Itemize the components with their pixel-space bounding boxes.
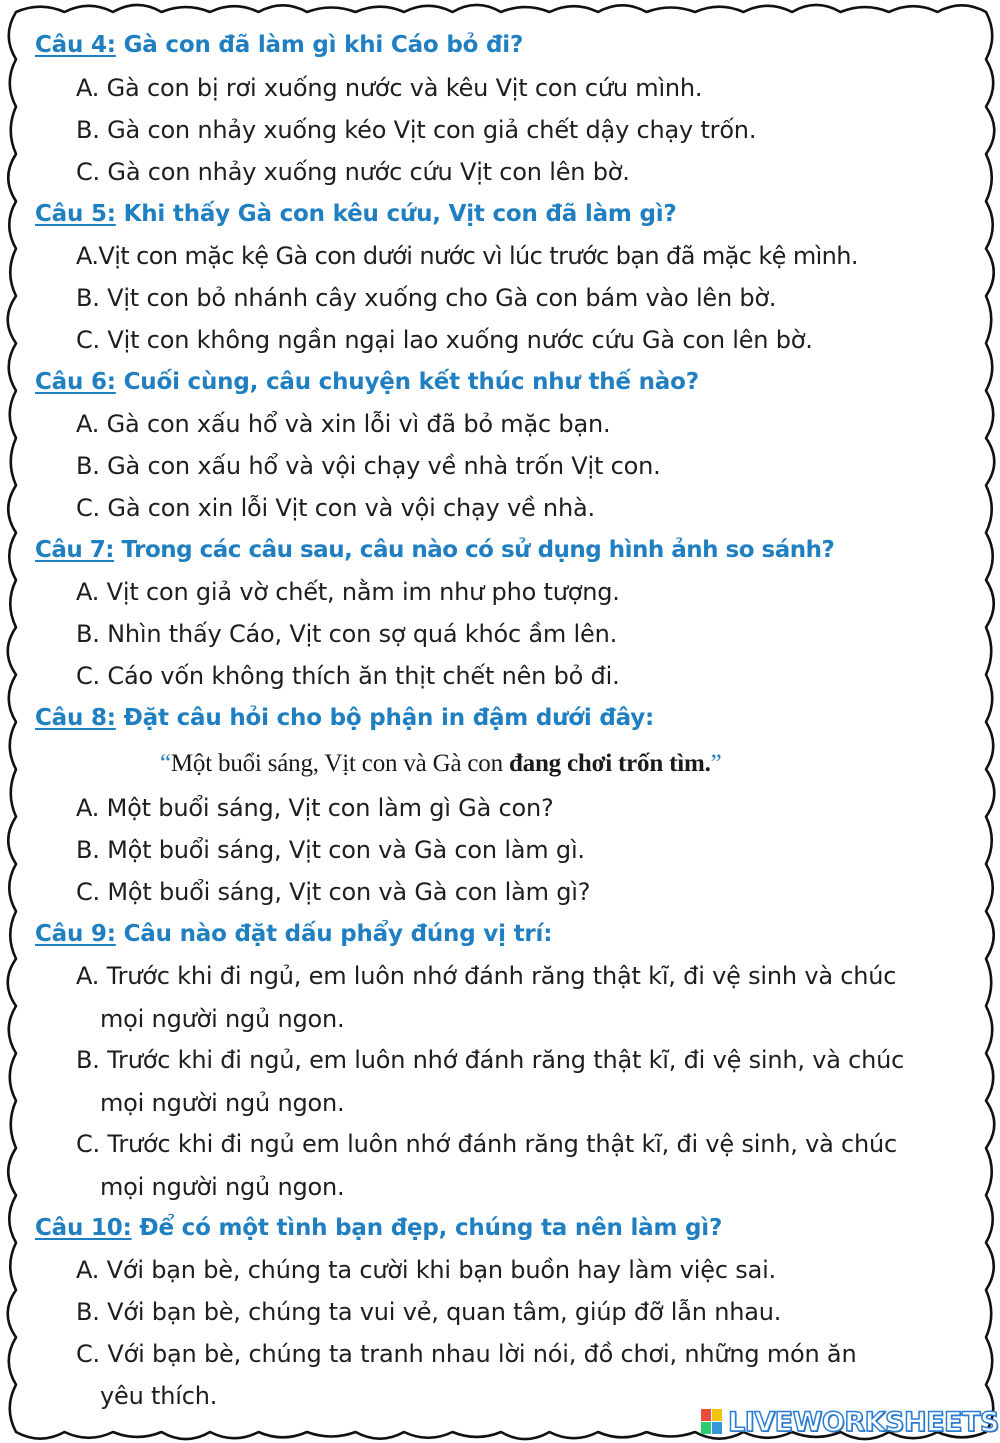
question-number: Câu 5:	[35, 201, 116, 227]
quote-plain-part: Một buổi sáng, Vịt con và Gà con	[170, 750, 509, 777]
option-line-2: mọi người ngủ ngon.	[100, 1173, 345, 1201]
question-text: Cuối cùng, câu chuyện kết thúc như thế nào?	[123, 369, 699, 395]
quoted-sentence	[160, 749, 722, 779]
question-number: Câu 9:	[35, 921, 116, 947]
option-line-2: mọi người ngủ ngon.	[100, 1089, 345, 1117]
option-b[interactable]: B. Gà con xấu hổ và vội chạy về nhà trốn Vịt con.	[76, 452, 661, 480]
option-a[interactable]: A. Gà con bị rơi xuống nước và kêu Vịt con cứu mình.	[76, 74, 703, 102]
question-number: Câu 7:	[35, 537, 114, 563]
question-10-heading	[35, 1213, 722, 1243]
question-text: Trong các câu sau, câu nào có sử dụng hình ảnh so sánh?	[121, 537, 835, 563]
option-c[interactable]: C. Cáo vốn không thích ăn thịt chết nên bỏ đi.	[76, 662, 620, 690]
option-line-1: B. Trước khi đi ngủ, em luôn nhớ đánh răng thật kĩ, đi vệ sinh, và chúc	[76, 1046, 905, 1074]
question-9-heading	[35, 919, 552, 949]
option-a[interactable]: A. Một buổi sáng, Vịt con làm gì Gà con?	[76, 794, 554, 822]
question-text: Để có một tình bạn đẹp, chúng ta nên làm gì?	[139, 1215, 723, 1241]
option-b[interactable]: B. Gà con nhảy xuống kéo Vịt con giả chết dậy chạy trốn.	[76, 116, 757, 144]
liveworksheets-logo-icon	[700, 1407, 724, 1437]
liveworksheets-watermark[interactable]	[700, 1404, 999, 1440]
option-line-2: yêu thích.	[100, 1382, 218, 1410]
question-text: Khi thấy Gà con kêu cứu, Vịt con đã làm gì?	[123, 201, 677, 227]
option-line-1: C. Trước khi đi ngủ em luôn nhớ đánh răng thật kĩ, đi vệ sinh, và chúc	[76, 1130, 898, 1158]
question-number: Câu 4:	[35, 32, 116, 58]
option-line-1: C. Với bạn bè, chúng ta tranh nhau lời nói, đồ chơi, những món ăn	[76, 1340, 857, 1368]
question-7-heading	[35, 535, 834, 565]
question-text: Gà con đã làm gì khi Cáo bỏ đi?	[123, 32, 524, 58]
option-a[interactable]: A. Gà con xấu hổ và xin lỗi vì đã bỏ mặc bạn.	[76, 410, 611, 438]
option-c[interactable]: C. Vịt con không ngần ngại lao xuống nước cứu Gà con lên bờ.	[76, 326, 813, 354]
option-line-1: A. Trước khi đi ngủ, em luôn nhớ đánh răng thật kĩ, đi vệ sinh và chúc	[76, 962, 897, 990]
question-number: Câu 6:	[35, 369, 116, 395]
question-8-heading	[35, 703, 654, 733]
question-6-heading	[35, 367, 699, 397]
option-c[interactable]: C. Gà con nhảy xuống nước cứu Vịt con lên bờ.	[76, 158, 630, 186]
option-b[interactable]: B. Vịt con bỏ nhánh cây xuống cho Gà con bám vào lên bờ.	[76, 284, 777, 312]
close-quote: ”	[710, 750, 722, 777]
question-number: Câu 10:	[35, 1215, 132, 1241]
quote-bold-part: đang chơi trốn tìm.	[508, 750, 711, 777]
option-a[interactable]: A.Vịt con mặc kệ Gà con dưới nước vì lúc trước bạn đã mặc kệ mình.	[76, 242, 858, 270]
question-number: Câu 8:	[35, 705, 116, 731]
question-4-heading	[35, 30, 523, 60]
option-a[interactable]: A. Vịt con giả vờ chết, nằm im như pho tượng.	[76, 578, 620, 606]
question-text: Câu nào đặt dấu phẩy đúng vị trí:	[123, 921, 553, 947]
option-b[interactable]: B. Nhìn thấy Cáo, Vịt con sợ quá khóc ầm lên.	[76, 620, 618, 648]
option-a[interactable]: A. Với bạn bè, chúng ta cười khi bạn buồn hay làm việc sai.	[76, 1256, 776, 1284]
option-c[interactable]: C. Gà con xin lỗi Vịt con và vội chạy về nhà.	[76, 494, 595, 522]
question-text: Đặt câu hỏi cho bộ phận in đậm dưới đây:	[123, 705, 655, 731]
question-5-heading	[35, 199, 677, 229]
option-line-2: mọi người ngủ ngon.	[100, 1005, 345, 1033]
option-c[interactable]: C. Một buổi sáng, Vịt con và Gà con làm gì?	[76, 878, 591, 906]
option-b[interactable]: B. Với bạn bè, chúng ta vui vẻ, quan tâm, giúp đỡ lẫn nhau.	[76, 1298, 782, 1326]
open-quote: “	[160, 750, 171, 777]
watermark-text: LIVEWORKSHEETS	[728, 1406, 999, 1438]
option-b[interactable]: B. Một buổi sáng, Vịt con và Gà con làm gì.	[76, 836, 585, 864]
